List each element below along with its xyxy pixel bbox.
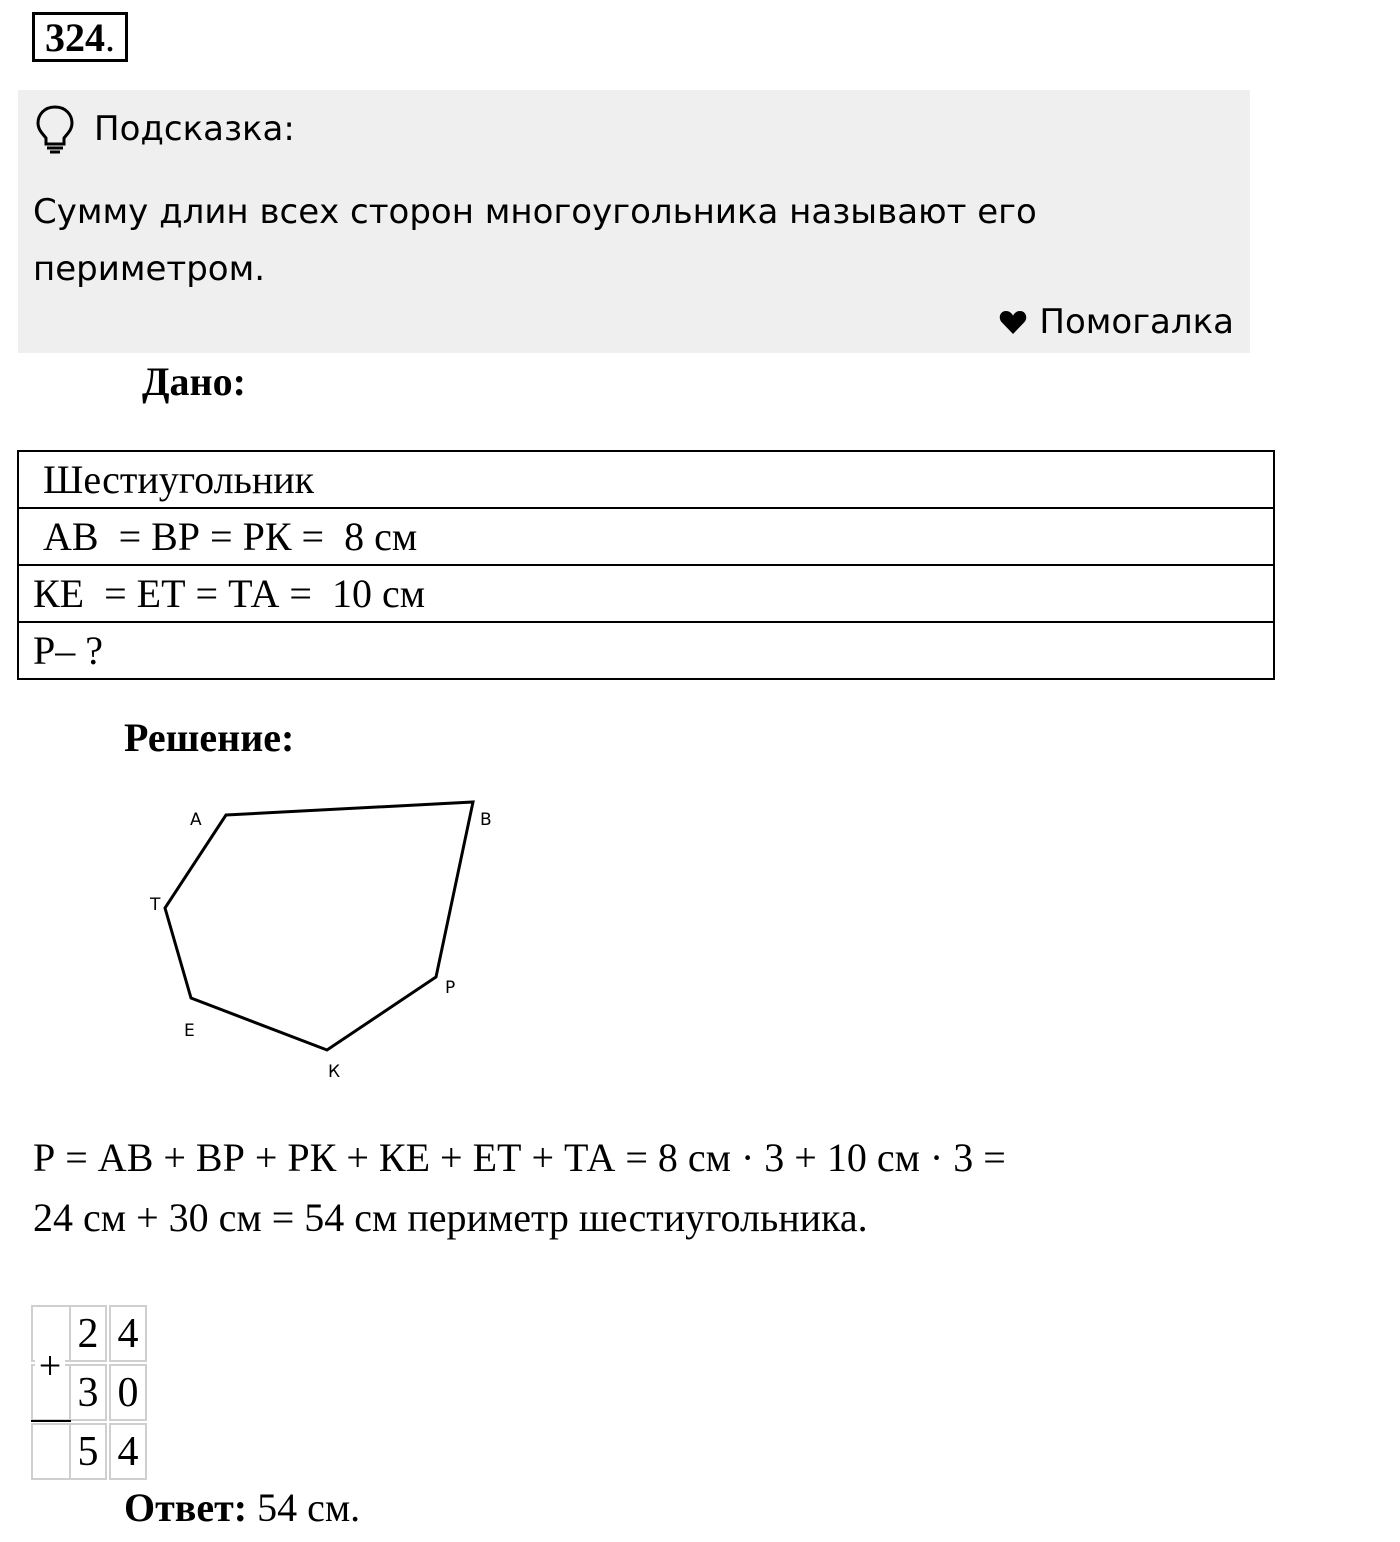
brand-name: Помогалка — [1039, 302, 1234, 342]
hint-title: Подсказка: — [94, 109, 295, 149]
given-table — [17, 450, 1275, 680]
table-row — [18, 451, 1274, 508]
hint-header — [34, 104, 295, 154]
formula-line-1: Р = АВ + ВР + РК + КЕ + ЕТ + ТА = 8 см · 3 + 10 см · 3 = — [33, 1135, 1006, 1180]
table-row — [18, 565, 1274, 622]
given-row-2: АВ = ВР = РК = 8 см — [18, 508, 1274, 565]
lightbulb-icon — [34, 104, 76, 154]
task-number — [32, 12, 128, 62]
brand-credit — [999, 302, 1234, 342]
addition-digit: 4 — [109, 1305, 147, 1362]
table-row — [18, 622, 1274, 679]
task-number-suffix: . — [105, 14, 115, 60]
given-row-1: Шестиугольник — [18, 451, 1274, 508]
hexagon-figure — [140, 790, 520, 1090]
addition-result-digit: 4 — [109, 1423, 147, 1480]
answer — [124, 1484, 360, 1531]
solution-heading: Решение: — [124, 715, 295, 760]
addition-digit: 0 — [109, 1364, 147, 1421]
hint-text: Сумму длин всех сторон многоугольника называют его периметром. — [33, 192, 1037, 289]
task-number-value: 324 — [45, 14, 105, 60]
vertex-label-b: В — [480, 810, 492, 830]
vertex-label-t: Т — [150, 895, 161, 915]
addition-digit: 3 — [69, 1364, 107, 1421]
vertex-label-k: К — [328, 1062, 341, 1082]
hexagon-outline — [165, 802, 473, 1050]
vertex-label-p: Р — [445, 978, 456, 998]
sum-line — [31, 1420, 71, 1422]
given-row-3: КЕ = ЕТ = ТА = 10 см — [18, 565, 1274, 622]
plus-sign: + — [35, 1342, 65, 1389]
addition-empty-cell — [31, 1423, 69, 1480]
vertex-label-a: А — [190, 810, 202, 830]
vertex-label-e: Е — [184, 1021, 195, 1041]
addition-result-digit: 5 — [69, 1423, 107, 1480]
answer-label: Ответ: — [124, 1485, 248, 1530]
formula-line-2: 24 см + 30 см = 54 см периметр шестиугольника. — [33, 1195, 868, 1240]
addition-digit: 2 — [69, 1305, 107, 1362]
hint-box — [18, 90, 1250, 353]
heart-icon — [999, 309, 1027, 335]
given-heading: Дано: — [142, 359, 246, 404]
answer-value: 54 см. — [257, 1485, 361, 1530]
table-row — [18, 508, 1274, 565]
solution-formula — [33, 1128, 1006, 1248]
given-row-4: Р– ? — [18, 622, 1274, 679]
